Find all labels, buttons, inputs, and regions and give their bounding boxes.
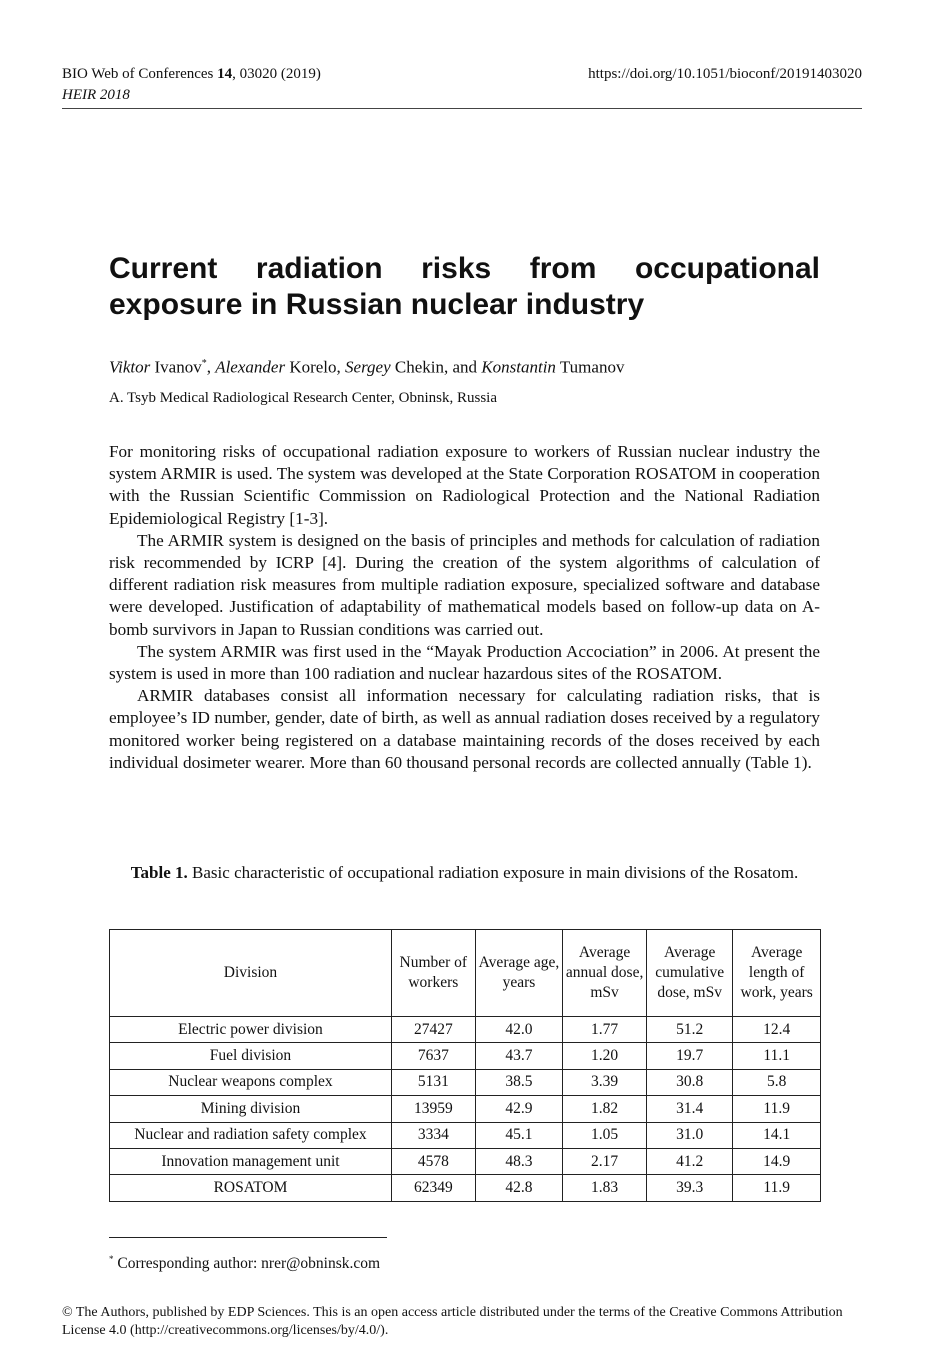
author-last-name: Tumanov [559, 357, 625, 377]
value-cell: 45.1 [475, 1122, 563, 1148]
value-cell: 51.2 [646, 1017, 732, 1043]
table-row [110, 1175, 821, 1201]
title-line-1 [109, 251, 820, 287]
value-cell: 1.20 [563, 1043, 647, 1069]
value-cell: 5.8 [733, 1069, 821, 1095]
value-cell: 31.0 [646, 1122, 732, 1148]
value-cell: 43.7 [475, 1043, 563, 1069]
value-cell: 13959 [391, 1096, 475, 1122]
division-cell: ROSATOM [110, 1175, 392, 1201]
value-cell: 27427 [391, 1017, 475, 1043]
author-last-name: Ivanov [154, 357, 202, 377]
division-cell: Electric power division [110, 1017, 392, 1043]
author-last-name: Chekin [394, 357, 445, 377]
paragraph: The system ARMIR was first used in the “Mayak Production Accociation” in 2006. At present the system is used in more than 100 radiation and nuclear hazardous sites of the ROSATOM. [109, 641, 820, 684]
footnote [109, 1249, 380, 1274]
event-name: HEIR 2018 [62, 87, 130, 103]
value-cell: 2.17 [563, 1148, 647, 1174]
table-header-row [110, 930, 821, 1017]
value-cell: 11.9 [733, 1175, 821, 1201]
table-row [110, 1043, 821, 1069]
table-row [110, 1096, 821, 1122]
paper-title [109, 251, 820, 323]
value-cell: 62349 [391, 1175, 475, 1201]
value-cell: 30.8 [646, 1069, 732, 1095]
title-word: Current [109, 252, 218, 285]
running-header-left [62, 64, 321, 106]
article-number: , 03020 (2019) [232, 66, 321, 82]
value-cell: 39.3 [646, 1175, 732, 1201]
column-header: Average cumulative dose, mSv [646, 930, 732, 1017]
abstract-body [109, 441, 820, 774]
value-cell: 42.9 [475, 1096, 563, 1122]
author-separator: , [336, 357, 346, 377]
author-list [109, 353, 624, 379]
author-first-name: Konstantin [481, 357, 556, 377]
table-caption [109, 862, 820, 884]
value-cell: 1.83 [563, 1175, 647, 1201]
value-cell: 3.39 [563, 1069, 647, 1095]
title-line-2: exposure in Russian nuclear industry [109, 288, 645, 321]
value-cell: 4578 [391, 1148, 475, 1174]
table-row [110, 1069, 821, 1095]
column-header: Average length of work, years [733, 930, 821, 1017]
value-cell: 11.1 [733, 1043, 821, 1069]
table-row [110, 1148, 821, 1174]
author-first-name: Alexander [215, 357, 286, 377]
column-header: Number of workers [391, 930, 475, 1017]
value-cell: 1.05 [563, 1122, 647, 1148]
license-notice: © The Authors, published by EDP Sciences. This is an open access article distributed under the terms of the Creative Commons Attribution License 4.0 (http://creativecommons.org/licenses/by/4.0/). [62, 1305, 843, 1338]
footnote-divider [109, 1237, 387, 1238]
journal-citation [62, 64, 321, 85]
column-header: Average age, years [475, 930, 563, 1017]
division-cell: Fuel division [110, 1043, 392, 1069]
division-cell: Nuclear and radiation safety complex [110, 1122, 392, 1148]
author-last-name: Korelo [289, 357, 337, 377]
title-word: from [529, 252, 597, 285]
value-cell: 1.82 [563, 1096, 647, 1122]
value-cell: 1.77 [563, 1017, 647, 1043]
value-cell: 5131 [391, 1069, 475, 1095]
doi-link[interactable]: https://doi.org/10.1051/bioconf/20191403020 [588, 66, 862, 82]
value-cell: 14.1 [733, 1122, 821, 1148]
journal-name: BIO Web of Conferences [62, 66, 214, 82]
header-divider [62, 108, 862, 109]
value-cell: 7637 [391, 1043, 475, 1069]
table-row [110, 1017, 821, 1043]
table-row [110, 1122, 821, 1148]
table-caption-label: Table 1. [130, 863, 188, 882]
value-cell: 42.0 [475, 1017, 563, 1043]
column-header: Average annual dose, mSv [563, 930, 647, 1017]
author-first-name: Sergey [345, 357, 391, 377]
value-cell: 14.9 [733, 1148, 821, 1174]
value-cell: 48.3 [475, 1148, 563, 1174]
value-cell: 38.5 [475, 1069, 563, 1095]
value-cell: 19.7 [646, 1043, 732, 1069]
paragraph: For monitoring risks of occupational radiation exposure to workers of Russian nuclear industry the system ARMIR is used. The system was developed at the State Corporation ROSATOM in cooperation with the Russian Scientific Commission on Radiological Protection and the National Radiation Epidemiological Registry [1-3]. [109, 442, 820, 528]
journal-volume: 14 [217, 66, 233, 82]
table-caption-text: Basic characteristic of occupational radiation exposure in main divisions of the Rosatom. [187, 863, 799, 882]
corresponding-author-mark: * [201, 358, 207, 369]
title-word: risks [421, 252, 492, 285]
value-cell: 12.4 [733, 1017, 821, 1043]
table-body [110, 1017, 821, 1202]
column-header: Division [110, 930, 392, 1017]
title-word: occupational [634, 252, 820, 285]
affiliation: A. Tsyb Medical Radiological Research Center, Obninsk, Russia [109, 390, 498, 406]
author-first-name: Viktor [109, 357, 151, 377]
paragraph: The ARMIR system is designed on the basis of principles and methods for calculation of radiation risk recommended by ICRP [4]. During the creation of the system algorithms of calculation of different radiation risk measures from multiple radiation exposure, specialized software and database were developed. Justification of adaptability of mathematical models based on follow-up data on A-bomb survivors in Japan to Russian conditions was carried out. [109, 530, 820, 639]
paragraph: ARMIR databases consist all information necessary for calculating radiation risks, that is employee’s ID number, gender, date of birth, as well as annual radiation doses received by a regulatory monitored worker being registered on a database maintaining records of the doses received by each individual dosimeter wearer. More than 60 thousand personal records are collected annually (Table 1). [109, 686, 820, 772]
footnote-mark: * [109, 1254, 114, 1264]
author-separator: , [206, 357, 216, 377]
value-cell: 42.8 [475, 1175, 563, 1201]
division-cell: Nuclear weapons complex [110, 1069, 392, 1095]
data-table [109, 929, 821, 1202]
value-cell: 31.4 [646, 1096, 732, 1122]
value-cell: 41.2 [646, 1148, 732, 1174]
footnote-text: Corresponding author: nrer@obninsk.com [113, 1255, 381, 1273]
value-cell: 3334 [391, 1122, 475, 1148]
division-cell: Innovation management unit [110, 1148, 392, 1174]
division-cell: Mining division [110, 1096, 392, 1122]
value-cell: 11.9 [733, 1096, 821, 1122]
title-word: radiation [255, 252, 383, 285]
author-separator: , and [444, 357, 482, 377]
